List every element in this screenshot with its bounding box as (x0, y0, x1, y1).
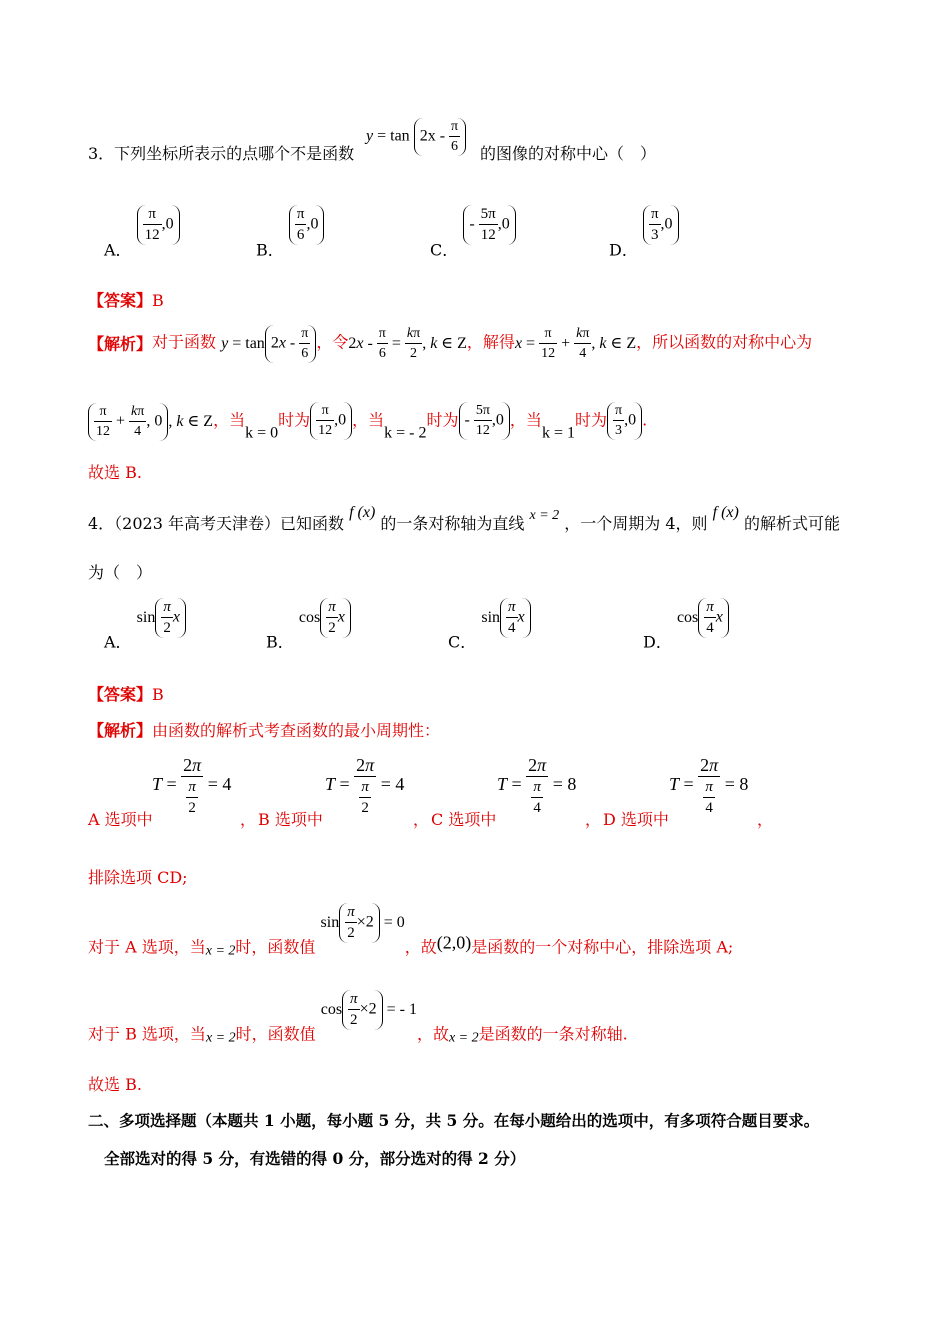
q4-option-c-expr: sin $\frac{\pi}{4}$ x (481, 609, 530, 626)
q3-option-a-num: π (143, 207, 162, 225)
q3-analysis-func: y = tan 2x - $\frac{\pi}{6}$ (221, 335, 316, 352)
q4-check-a-val: = 0 (383, 913, 405, 931)
q3-analysis-2b: 时为 (278, 410, 311, 430)
q4-period-b: T = $\frac{2\pi}{\frac{\pi}{2}}$ = 4 (325, 755, 405, 816)
q4-check-b-text-b: 时，函数值 (235, 1024, 316, 1044)
q3-option-c-tail: ,0 (497, 215, 510, 233)
q4-period-c-suffix (585, 812, 601, 828)
q4-check-a-fn: sin (320, 913, 340, 931)
q4-option-d-expr: cos $\frac{\pi}{4}$ x (677, 609, 729, 626)
q4-option-d-fn: cos (676, 608, 699, 626)
q4-check-b-text-d: 是函数的一条对称轴. (478, 1024, 628, 1044)
section2-title-1 (88, 1113, 819, 1129)
q4-period-c-den: 4 (533, 800, 541, 816)
q4-period-b-prefix: B 选项中 (258, 810, 323, 829)
q3-option-b-num: π (295, 207, 307, 225)
q3-analysis-eq: 2x - $\frac{\pi}{6}$ = $\frac{k\pi}{2}$ , k ∈ Z (348, 326, 467, 361)
q3-k1: k = 1 (541, 424, 575, 442)
q3-stem-text-a: 3．下列坐标所表示的点哪个不是函数 (88, 144, 355, 163)
q4-period-a-prefix: A 选项中 (88, 810, 153, 829)
q4-check-b-x2: x = 2 (448, 1030, 479, 1046)
q4-check-b-text-a: 对于 B 选项，当 (88, 1024, 206, 1044)
q4-period-b-value: 4 (395, 774, 405, 795)
q3-option-b-den: 6 (296, 227, 305, 243)
q4-answer-tag: 【答案】 (88, 685, 153, 704)
q4-check-b-x: x = 2 (205, 1030, 236, 1046)
q3-conclusion-text: 故选 B. (88, 463, 142, 482)
q3-option-b-label: B． (256, 240, 284, 260)
q3-center-general: $\frac{\pi}{12}$ + $\frac{k\pi}{4}$ , 0 , k ∈ Z (88, 413, 213, 430)
q3-analysis-2d: 时为 (426, 410, 459, 430)
q4-analysis-intro-text: 由函数的解析式考查函数的最小周期性： (152, 721, 441, 740)
q3-option-b-tail: ,0 (306, 215, 319, 233)
q4-exclude-cd-text: 排除选项 CD; (88, 868, 188, 887)
q3-option-b[interactable] (256, 205, 324, 259)
q4-check-a (88, 903, 733, 959)
q3-option-d-num: π (649, 207, 661, 225)
q4-period-d-value: 8 (739, 774, 749, 795)
q4-option-c-label: C． (448, 632, 477, 652)
q3-option-a-label: A． (104, 240, 132, 260)
q4-option-d[interactable] (643, 598, 729, 651)
q3-km2: k = - 2 (384, 424, 427, 442)
q3-analysis-2f: 时为 (574, 410, 607, 430)
q4-period-a: T = $\frac{2\pi}{\frac{\pi}{2}}$ = 4 (152, 755, 232, 816)
q4-option-c[interactable] (448, 598, 531, 651)
q4-stem-fx-2: f (x) (712, 504, 739, 521)
q4-stem-e: 为（ ） (88, 563, 153, 582)
q4-period-c-label (431, 812, 496, 828)
q4-option-b-expr: cos $\frac{\pi}{2}$ x (299, 609, 351, 626)
section2-title-2-text: 全部选对的得 5 分，有选错的得 0 分，部分选对的得 2 分） (104, 1149, 526, 1168)
q4-option-c-den: 4 (508, 620, 516, 636)
q4-check-b-fn: cos (320, 1000, 343, 1018)
q4-period-b-den: 2 (361, 800, 369, 816)
q3-option-a-tail: ,0 (161, 215, 174, 233)
q4-check-a-text-a: 对于 A 选项，当 (88, 937, 206, 957)
q4-period-d-suffix-text: ， (757, 810, 774, 829)
q4-check-a-text-c: ，故 (404, 937, 437, 957)
q3-analysis-tag: 【解析】 (88, 334, 153, 354)
q4-period-c: T = $\frac{2\pi}{\frac{\pi}{4}}$ = 8 (497, 755, 577, 816)
q3-option-c-label: C． (430, 240, 459, 260)
q3-analysis-1a: 对于函数 (152, 332, 217, 352)
q4-answer (88, 687, 164, 703)
q4-period-c-prefix: C 选项中 (431, 810, 497, 829)
q4-conclusion (88, 1077, 142, 1093)
q3-analysis-line1 (88, 325, 812, 363)
q4-option-c-fn: sin (481, 608, 501, 626)
q3-analysis-1b: ，令 (316, 332, 349, 352)
q4-option-b-den: 2 (328, 620, 336, 636)
q4-exclude-cd (88, 870, 188, 886)
q3-analysis-1d: ，所以函数的对称中心为 (636, 332, 813, 352)
q4-period-d-suffix (757, 812, 773, 828)
q4-period-c-value: 8 (567, 774, 577, 795)
q3-analysis-2c: ，当 (352, 410, 385, 430)
q4-period-b-suffix (413, 812, 429, 828)
q4-analysis-tag: 【解析】 (88, 721, 153, 740)
q4-option-d-den: 4 (706, 620, 714, 636)
q3-formula-den: 6 (451, 139, 459, 154)
q3-option-d-tail: ,0 (660, 215, 673, 233)
q4-check-b-text-c: ，故 (416, 1024, 449, 1044)
q4-period-d-den: 4 (705, 800, 713, 816)
q4-stem-line1 (88, 505, 840, 532)
q4-check-a-expr: sin $\frac{\pi}{2}$ ×2 = 0 (320, 904, 405, 941)
q4-check-b-val: = - 1 (386, 1000, 417, 1018)
q3-answer-tag: 【答案】 (88, 291, 153, 310)
q4-period-c-suffix-text: ， (585, 810, 602, 829)
q3-analysis-1c: ，解得 (466, 332, 515, 352)
q4-stem-b: 的一条对称轴为直线 (380, 514, 525, 533)
section2-title-1-text: 二、多项选择题（本题共 1 小题，每小题 5 分，共 5 分。在每小题给出的选项中，有多项符合题目要求。 (88, 1111, 820, 1130)
q4-option-a-fn: sin (136, 608, 156, 626)
q3-stem-text-b: 的图像的对称中心（ ） (480, 144, 657, 163)
q3-formula-num: π (449, 120, 460, 137)
q3-formula-eq: = tan (377, 127, 410, 145)
q3-center-k0: $\frac{\pi}{12}$ ,0 (310, 402, 352, 440)
q4-stem-a: 4．（2023 年高考天津卷）已知函数 (88, 514, 344, 533)
q4-analysis-intro (88, 723, 440, 739)
q3-option-c-num: 5π (479, 207, 498, 225)
q3-analysis-2a: ，当 (213, 410, 246, 430)
q3-option-c-prefix: - (469, 215, 475, 233)
q4-period-a-suffix-text: ， (240, 810, 257, 829)
q4-stem-fx: f (x) (349, 504, 376, 521)
q4-option-b[interactable] (266, 598, 351, 651)
q3-formula-y: y (366, 127, 374, 145)
q4-check-b (88, 990, 628, 1046)
q4-period-d: T = $\frac{2\pi}{\frac{\pi}{4}}$ = 8 (669, 755, 749, 816)
q3-analysis-2e: ，当 (509, 410, 542, 430)
q3-stem (88, 146, 354, 162)
q4-stem-c: ，一个周期为 4，则 (564, 514, 708, 533)
q4-period-a-label (88, 812, 153, 828)
q4-option-a-expr: sin $\frac{\pi}{2}$ x (137, 609, 186, 626)
q3-k0: k = 0 (245, 424, 279, 442)
q4-answer-value: B (152, 685, 164, 704)
q4-option-a-den: 2 (163, 620, 171, 636)
q4-period-b-suffix-text: ， (413, 810, 430, 829)
q4-period-b-label (258, 812, 323, 828)
q4-option-a-label: A． (104, 632, 132, 652)
q4-check-a-text-b: 时，函数值 (235, 937, 316, 957)
q3-option-c[interactable] (430, 205, 516, 259)
q4-stem-x2: x = 2 (529, 508, 560, 523)
q3-option-d-label: D． (609, 240, 638, 260)
section2-title-2 (104, 1151, 525, 1167)
q4-period-a-den: 2 (188, 800, 196, 816)
q3-analysis-2g: . (642, 410, 648, 430)
q4-option-a[interactable] (104, 598, 186, 651)
q4-conclusion-text: 故选 B. (88, 1075, 142, 1094)
q4-period-d-prefix: D 选项中 (603, 810, 669, 829)
q3-stem-formula (366, 118, 466, 156)
q4-check-a-x: x = 2 (205, 943, 236, 959)
q3-option-d-den: 3 (650, 227, 659, 243)
q3-option-d[interactable] (609, 205, 679, 259)
q4-option-b-label: B． (266, 632, 294, 652)
q4-option-d-label: D． (643, 632, 672, 652)
q3-center-km2: - $\frac{5\pi}{12}$ ,0 (459, 402, 510, 440)
q4-option-b-fn: cos (298, 608, 321, 626)
q3-conclusion (88, 465, 142, 481)
q4-stem-d: 的解析式可能 (743, 514, 840, 533)
q4-stem-line2 (88, 565, 152, 581)
q4-check-a-text-d: 是函数的一个对称中心，排除选项 A; (471, 937, 734, 957)
q3-option-a[interactable] (104, 205, 180, 259)
q3-stem-tail (480, 146, 656, 162)
q4-period-a-suffix (240, 812, 256, 828)
q3-analysis-sol: x = $\frac{\pi}{12}$ + $\frac{k\pi}{4}$ , k ∈ Z (514, 326, 637, 361)
q4-check-b-expr: cos $\frac{\pi}{2}$ ×2 = - 1 (320, 991, 417, 1028)
q3-answer (88, 293, 164, 309)
q3-analysis-line2 (88, 402, 647, 442)
q4-check-a-point: (2,0) (436, 932, 472, 953)
q4-period-a-value: 4 (222, 774, 232, 795)
q3-center-k1: $\frac{\pi}{3}$ ,0 (607, 402, 642, 440)
q3-option-c-den: 12 (480, 227, 496, 243)
q4-period-d-label (603, 812, 669, 828)
q3-formula-arg: 2x - (419, 127, 446, 145)
q3-answer-value: B (152, 291, 164, 310)
q3-option-a-den: 12 (144, 227, 160, 243)
